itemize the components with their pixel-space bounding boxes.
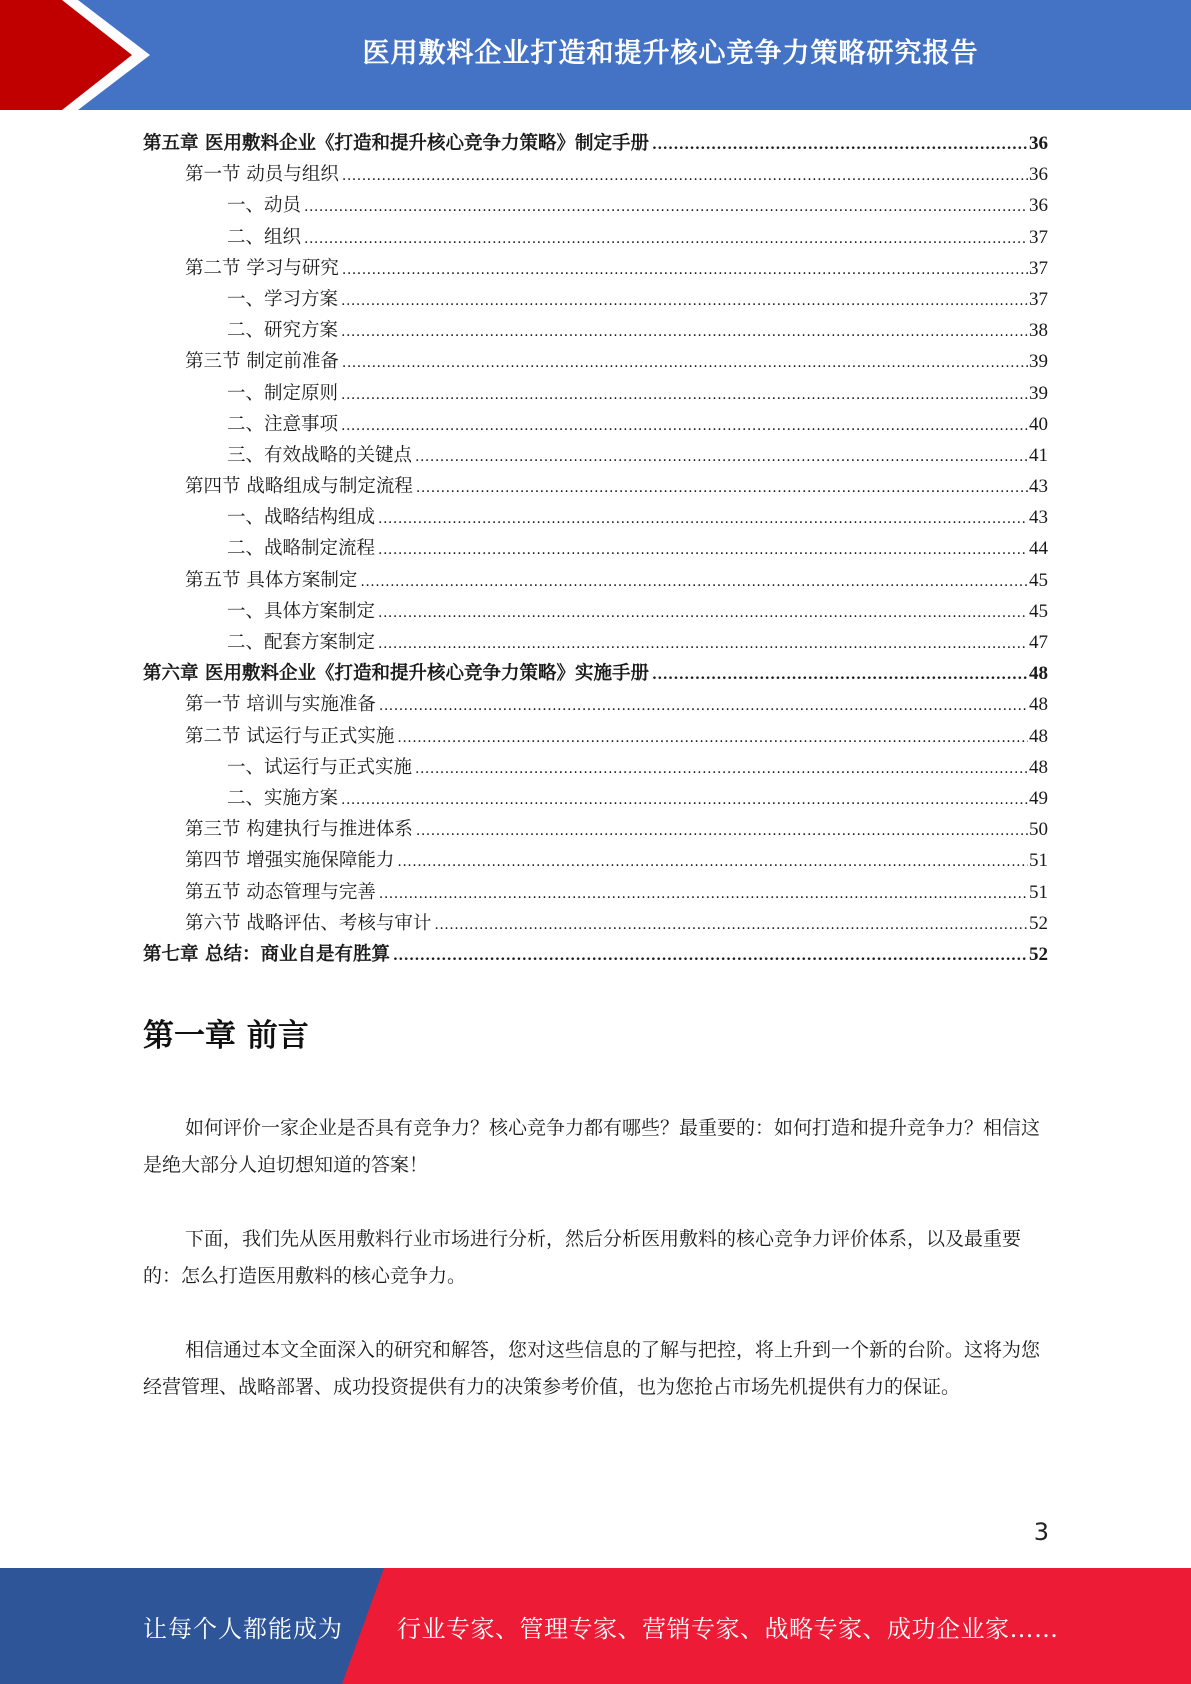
- toc-dot-leader: [393, 941, 1028, 972]
- toc-section-entry[interactable]: [143, 253, 1048, 284]
- toc-section-entry[interactable]: [143, 721, 1048, 752]
- toc-entry-title: 第二节 学习与研究: [185, 257, 339, 279]
- page-number: 3: [1033, 1518, 1049, 1546]
- toc-entry-title: 二、配套方案制定: [227, 632, 376, 653]
- toc-entry-page: 37: [1029, 226, 1048, 248]
- toc-entry-page: 41: [1029, 444, 1048, 466]
- toc-entry-title: 第三节 构建执行与推进体系: [185, 819, 413, 841]
- toc-chapter-entry[interactable]: [143, 128, 1048, 159]
- toc-section-entry[interactable]: [143, 471, 1048, 502]
- toc-subsection-entry[interactable]: [143, 190, 1048, 221]
- toc-section-entry[interactable]: [143, 814, 1048, 845]
- toc-entry-title: 一、动员: [227, 195, 302, 217]
- toc-subsection-entry[interactable]: [143, 222, 1048, 253]
- toc-entry-page: 51: [1029, 881, 1048, 903]
- toc-entry-page: 48: [1029, 663, 1048, 685]
- toc-subsection-entry[interactable]: [143, 502, 1048, 533]
- toc-entry-page: 48: [1029, 725, 1048, 747]
- toc-entry-title: 一、具体方案制定: [227, 600, 376, 622]
- toc-entry-page: 43: [1029, 476, 1048, 498]
- toc-entry-page: 40: [1029, 413, 1048, 435]
- toc-dot-leader: [378, 504, 1028, 535]
- toc-entry-title: 第六章 医用敷料企业《打造和提升核心竞争力策略》实施手册: [143, 663, 649, 685]
- toc-dot-leader: [360, 567, 1028, 598]
- intro-paragraph-1: 如何评价一家企业是否具有竞争力？核心竞争力都有哪些？最重要的：如何打造和提升竞争力？相信这是绝大部分人迫切想知道的答案！: [143, 1117, 1041, 1176]
- intro-paragraph-2: 下面，我们先从医用敷料行业市场进行分析，然后分析医用敷料的核心竞争力评价体系，以及最重要的：怎么打造医用敷料的核心竞争力。: [143, 1228, 1022, 1287]
- toc-entry-page: 47: [1029, 632, 1048, 653]
- toc-subsection-entry[interactable]: [143, 533, 1048, 564]
- footer-slogan-left: 让每个人都能成为: [143, 1614, 343, 1643]
- toc-dot-leader: [341, 411, 1028, 442]
- toc-entry-title: 二、战略制定流程: [227, 538, 376, 560]
- toc-entry-title: 二、注意事项: [227, 413, 339, 435]
- toc-section-entry[interactable]: [143, 845, 1048, 876]
- toc-entry-page: 44: [1029, 538, 1048, 560]
- header-arrow-decoration: [0, 0, 160, 110]
- toc-dot-leader: [415, 754, 1028, 785]
- toc-entry-title: 二、研究方案: [227, 320, 339, 342]
- toc-dot-leader: [342, 348, 1028, 379]
- toc-subsection-entry[interactable]: [143, 596, 1048, 627]
- toc-dot-leader: [416, 816, 1028, 847]
- toc-dot-leader: [342, 255, 1028, 286]
- toc-section-entry[interactable]: [143, 689, 1048, 720]
- toc-dot-leader: [652, 660, 1028, 691]
- toc-dot-leader: [378, 598, 1028, 629]
- toc-entry-title: 第七章 总结：商业自是有胜算: [143, 943, 390, 965]
- toc-entry-title: 第一节 培训与实施准备: [185, 694, 376, 716]
- toc-dot-leader: [341, 317, 1028, 348]
- toc-entry-title: 第四节 战略组成与制定流程: [185, 476, 413, 498]
- toc-dot-leader: [304, 224, 1028, 255]
- toc-entry-page: 45: [1029, 600, 1048, 622]
- toc-subsection-entry[interactable]: [143, 378, 1048, 409]
- toc-entry-title: 第六节 战略评估、考核与审计: [185, 912, 432, 934]
- toc-dot-leader: [378, 629, 1028, 660]
- toc-entry-page: 52: [1029, 943, 1048, 965]
- toc-dot-leader: [341, 286, 1028, 317]
- toc-section-entry[interactable]: [143, 159, 1048, 190]
- toc-entry-page: 36: [1029, 195, 1048, 217]
- toc-section-entry[interactable]: [143, 565, 1048, 596]
- toc-dot-leader: [341, 785, 1028, 816]
- toc-entry-page: 37: [1029, 288, 1048, 310]
- toc-entry-page: 43: [1029, 507, 1048, 529]
- table-of-contents: [143, 128, 1048, 970]
- toc-entry-title: 第一节 动员与组织: [185, 164, 339, 186]
- toc-dot-leader: [415, 442, 1028, 473]
- toc-entry-title: 一、学习方案: [227, 288, 339, 310]
- toc-dot-leader: [378, 535, 1028, 566]
- toc-entry-title: 第五节 动态管理与完善: [185, 881, 376, 903]
- toc-entry-page: 36: [1029, 164, 1048, 186]
- toc-entry-title: 一、战略结构组成: [227, 507, 376, 529]
- toc-entry-page: 49: [1029, 787, 1048, 809]
- toc-entry-page: 48: [1029, 756, 1048, 778]
- toc-entry-page: 39: [1029, 351, 1048, 373]
- toc-dot-leader: [434, 910, 1028, 941]
- chapter-heading: 第一章 前言: [143, 1018, 309, 1054]
- page-footer: [0, 1568, 1191, 1684]
- toc-entry-title: 二、组织: [227, 226, 302, 248]
- toc-entry-page: 51: [1029, 850, 1048, 872]
- toc-subsection-entry[interactable]: [143, 783, 1048, 814]
- toc-entry-page: 36: [1029, 133, 1048, 154]
- toc-entry-page: 45: [1029, 569, 1048, 591]
- toc-entry-page: 37: [1029, 257, 1048, 279]
- toc-entry-page: 50: [1029, 819, 1048, 841]
- toc-dot-leader: [304, 192, 1028, 223]
- toc-entry-title: 第三节 制定前准备: [185, 351, 339, 373]
- toc-entry-title: 一、制定原则: [227, 382, 339, 404]
- toc-section-entry[interactable]: [143, 346, 1048, 377]
- intro-paragraph-3: 相信通过本文全面深入的研究和解答，您对这些信息的了解与把控，将上升到一个新的台阶。这将为您经营管理、战略部署、成功投资提供有力的决策参考价值，也为您抢占市场先机提供有力的保证。: [143, 1339, 1041, 1398]
- toc-subsection-entry[interactable]: [143, 752, 1048, 783]
- toc-dot-leader: [652, 130, 1028, 161]
- toc-entry-page: 38: [1029, 320, 1048, 342]
- toc-entry-title: 二、实施方案: [227, 787, 339, 809]
- footer-slogan-right: 行业专家、管理专家、营销专家、战略专家、成功企业家……: [397, 1614, 1059, 1643]
- toc-entry-title: 第五章 医用敷料企业《打造和提升核心竞争力策略》制定手册: [143, 133, 649, 154]
- toc-subsection-entry[interactable]: [143, 440, 1048, 471]
- toc-chapter-entry[interactable]: [143, 939, 1048, 970]
- toc-dot-leader: [341, 380, 1028, 411]
- toc-chapter-entry[interactable]: [143, 658, 1048, 689]
- toc-entry-title: 三、有效战略的关键点: [227, 444, 413, 466]
- toc-dot-leader: [379, 691, 1028, 722]
- toc-dot-leader: [416, 473, 1028, 504]
- toc-dot-leader: [397, 847, 1028, 878]
- toc-subsection-entry[interactable]: [143, 315, 1048, 346]
- toc-section-entry[interactable]: [143, 908, 1048, 939]
- toc-dot-leader: [379, 879, 1028, 910]
- toc-entry-title: 一、试运行与正式实施: [227, 756, 413, 778]
- toc-entry-page: 39: [1029, 382, 1048, 404]
- toc-dot-leader: [397, 723, 1028, 754]
- toc-subsection-entry[interactable]: [143, 284, 1048, 315]
- toc-section-entry[interactable]: [143, 877, 1048, 908]
- toc-dot-leader: [342, 161, 1028, 192]
- toc-entry-page: 48: [1029, 694, 1048, 716]
- toc-entry-title: 第五节 具体方案制定: [185, 569, 358, 591]
- toc-subsection-entry[interactable]: [143, 409, 1048, 440]
- page-header: [0, 0, 1191, 110]
- toc-entry-title: 第二节 试运行与正式实施: [185, 725, 395, 747]
- report-title: 医用敷料企业打造和提升核心竞争力策略研究报告: [362, 37, 979, 69]
- toc-entry-page: 52: [1029, 912, 1048, 934]
- toc-subsection-entry[interactable]: [143, 627, 1048, 658]
- toc-entry-title: 第四节 增强实施保障能力: [185, 850, 395, 872]
